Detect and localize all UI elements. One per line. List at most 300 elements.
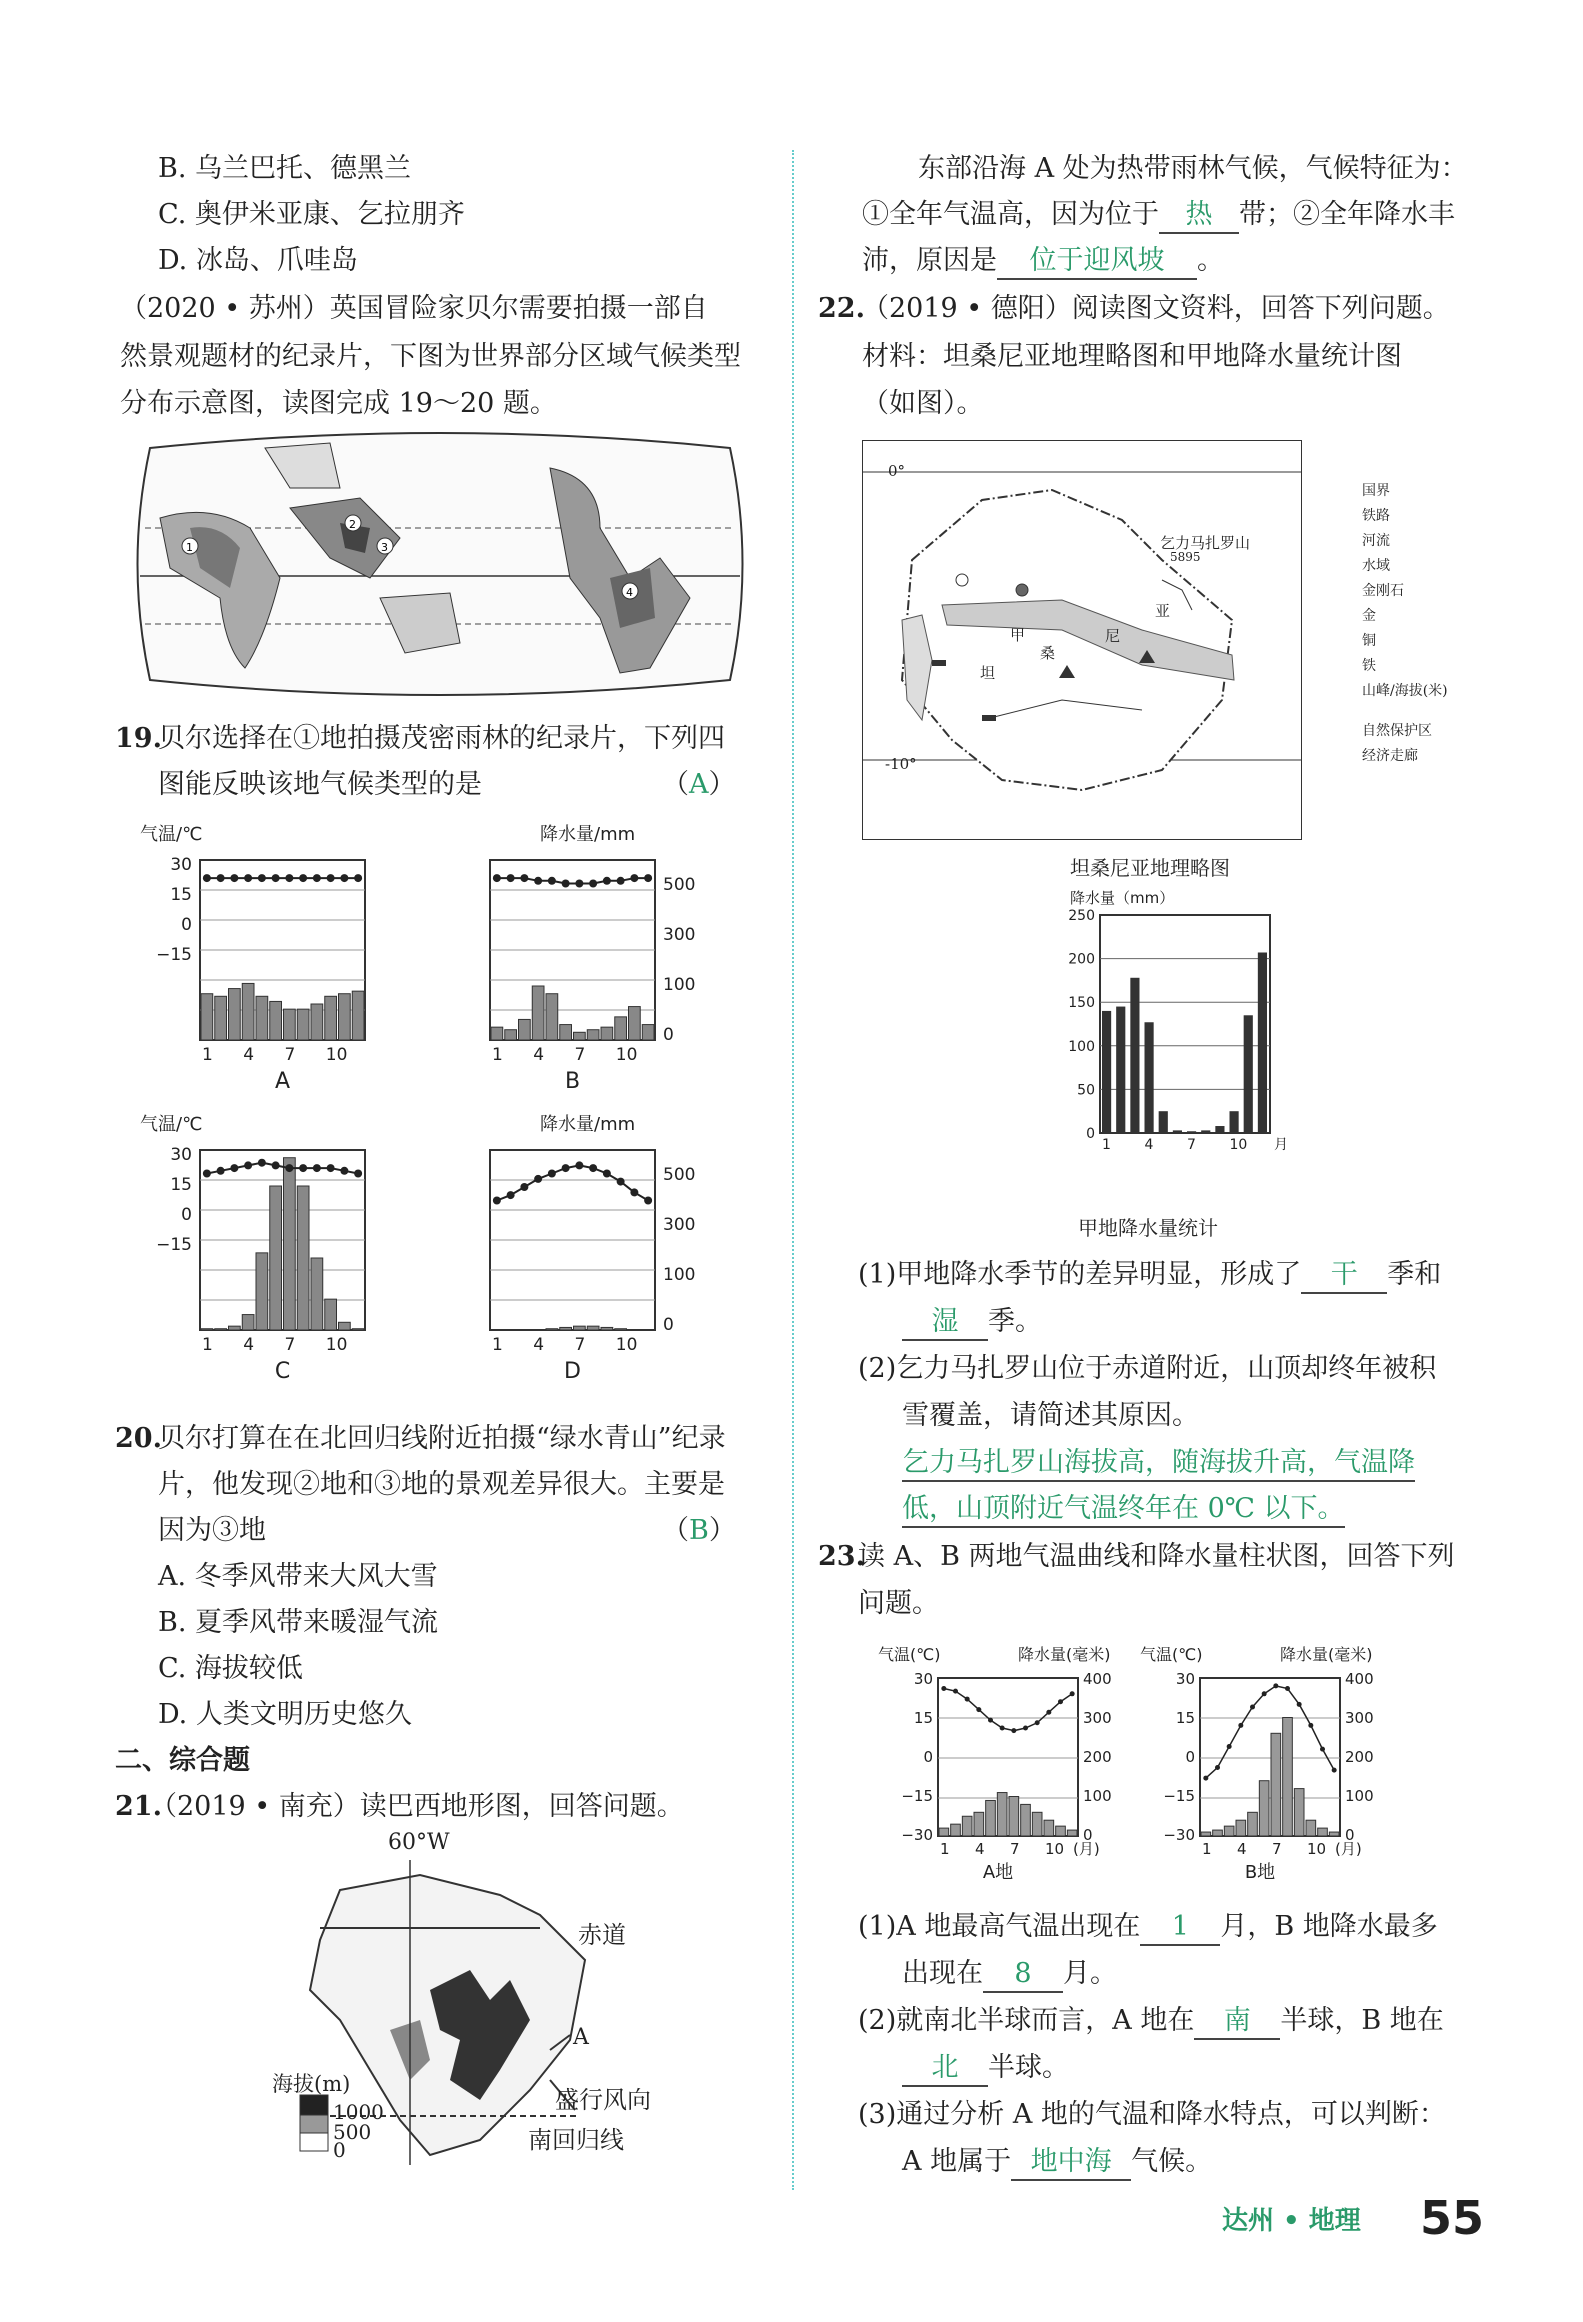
x-axis-unit: (月) (1073, 1840, 1100, 1858)
map-mount-label: 乞力马扎罗山 (1160, 534, 1251, 552)
q21-right-line-3: 沛，原因是 位于迎风坡 。 (862, 244, 1224, 280)
precip-bar (505, 1030, 517, 1040)
climate-chart-A (140, 824, 365, 1094)
x-tick: 4 (533, 1045, 545, 1065)
chart-letter: B (564, 1069, 581, 1094)
tanzania-map (862, 440, 1302, 840)
temp-point (589, 880, 597, 888)
temp-point (630, 874, 638, 882)
temp-point (327, 1164, 335, 1172)
q20-option-d: D. 人类文明历史悠久 (158, 1699, 412, 1730)
y-tick: 250 (1068, 908, 1095, 924)
y-tick: 0 (181, 915, 192, 935)
precip-bar (560, 1025, 572, 1040)
precip-bar (587, 1030, 599, 1040)
map-legend (1312, 480, 1472, 770)
section-2-heading: 二、综合题 (115, 1745, 250, 1776)
temp-axis-label: 气温(℃) (1140, 1645, 1203, 1664)
brazil-60w-label: 60°W (388, 1830, 450, 1855)
y-tick: 0 (1083, 1826, 1093, 1844)
precip-bar (997, 1793, 1007, 1836)
precip-bar (574, 1032, 586, 1040)
q20-number: 20. (115, 1423, 162, 1454)
jia-precip-chart (1040, 885, 1300, 1185)
precip-bar (491, 1027, 503, 1040)
temp-axis-label: 气温(℃) (878, 1645, 941, 1664)
precip-bar (201, 994, 213, 1040)
y-tick: 0 (663, 1315, 674, 1335)
x-tick: 7 (284, 1045, 296, 1065)
temp-point (575, 1161, 583, 1169)
precip-bar (1236, 1820, 1246, 1836)
ab-chart-1 (1140, 1645, 1374, 1883)
x-tick: 4 (975, 1840, 985, 1858)
precip-bar (1187, 1131, 1196, 1133)
q22-1-line-2: 湿 季。 (902, 1305, 1042, 1341)
temp-point (603, 1170, 611, 1178)
temp-point (589, 1164, 597, 1172)
precip-bar (325, 1299, 337, 1330)
temp-point (258, 1159, 266, 1167)
temp-point (1238, 1723, 1243, 1728)
precip-bar (1044, 1820, 1054, 1836)
q23-2-line: (2)就南北半球而言，A 地在 南 半球，B 地在 (858, 2004, 1444, 2040)
precip-axis-label: 降水量/mm (540, 1114, 636, 1135)
temp-point (1000, 1726, 1005, 1731)
precip-axis-label: 降水量/mm (540, 824, 636, 845)
q20-line-2: 片，他发现②地和③地的景观差异很大。主要是 (158, 1469, 725, 1500)
temp-point (603, 877, 611, 885)
x-tick: 4 (1237, 1840, 1247, 1858)
precip-bar (615, 1017, 627, 1040)
q22-material-1: 材料：坦桑尼亚地理略图和甲地降水量统计图 (862, 341, 1402, 372)
brazil-a-label: A (573, 2025, 589, 2050)
precip-axis-label: 降水量(毫米) (1280, 1645, 1373, 1664)
precip-bar (601, 1327, 613, 1330)
temp-point (534, 877, 542, 885)
precip-bar (1009, 1797, 1019, 1837)
map-ya-label: 亚 (1155, 602, 1171, 620)
legend-item: 金 (1362, 608, 1376, 624)
temp-point (988, 1718, 993, 1723)
temp-point (340, 874, 348, 882)
q20-line-3: 因为③地 (158, 1515, 266, 1546)
precip-bar (962, 1816, 972, 1836)
temp-point (354, 874, 362, 882)
precip-bar (1244, 1015, 1253, 1133)
brazil-altitude-label: 海拔(m) (272, 2072, 351, 2096)
temp-point (644, 874, 652, 882)
temp-line (497, 1165, 648, 1200)
legend-item: 铜 (1362, 633, 1376, 649)
temp-point (1320, 1747, 1325, 1752)
brazil-500-label: 500 (333, 2120, 372, 2144)
precip-bar (352, 1329, 364, 1330)
q23-2-line-2: 北 半球。 (902, 2051, 1069, 2087)
precip-bar (1215, 1126, 1224, 1133)
precip-bar (1130, 978, 1139, 1133)
legend-item: 金刚石 (1362, 583, 1404, 599)
precip-bar (270, 1001, 282, 1040)
y-tick: −15 (156, 1235, 192, 1255)
y-tick: 100 (1068, 1038, 1095, 1055)
intro-line-2: 然景观题材的纪录片，下图为世界部分区域气候类型 (120, 341, 741, 372)
q22-number: 22. (818, 293, 865, 324)
precip-bar (284, 1158, 296, 1330)
precip-bar (1173, 1130, 1182, 1133)
temp-point (548, 877, 556, 885)
temp-point (1046, 1710, 1051, 1715)
precip-bar (1032, 1812, 1042, 1836)
q23-line-1: 读 A、B 两地气温曲线和降水量柱状图，回答下列 (858, 1541, 1455, 1572)
temp-point (230, 874, 238, 882)
precip-bar (339, 1322, 351, 1330)
temp-point (285, 1164, 293, 1172)
q23-answer-1: 1 (1140, 1910, 1220, 1946)
map-elev-label: 5895 (1170, 550, 1201, 564)
y-tick: 100 (663, 975, 696, 995)
q18-option-d: D. 冰岛、爪哇岛 (158, 245, 358, 276)
precip-bar (532, 986, 544, 1040)
q18-option-c: C. 奥伊米亚康、乞拉朋齐 (158, 199, 465, 230)
temp-point (217, 874, 225, 882)
q18-option-b: B. 乌兰巴托、德黑兰 (158, 153, 412, 184)
q22-answer-3a: 乞力马扎罗山海拔高，随海拔升高，气温降 (902, 1446, 1415, 1482)
q23-line-2: 问题。 (858, 1588, 939, 1619)
precip-bar (1067, 1830, 1077, 1836)
precip-bar (974, 1812, 984, 1836)
q21-right-line-1: 东部沿海 A 处为热带雨林气候，气候特征为： (918, 153, 1468, 184)
y-tick: 500 (663, 1165, 696, 1185)
precip-bar (1159, 1111, 1168, 1133)
temp-point (534, 1175, 542, 1183)
x-tick: 4 (533, 1335, 545, 1355)
precip-bar (1271, 1733, 1281, 1836)
precip-bar (297, 1009, 309, 1040)
temp-point (1203, 1776, 1208, 1781)
y-tick: 15 (170, 1175, 192, 1195)
precip-bar (256, 1253, 268, 1330)
precip-bar (1329, 1832, 1339, 1836)
precip-bar (1306, 1820, 1316, 1836)
q23-answer-3: 南 (1194, 2004, 1280, 2040)
q22-answer-dry: 干 (1301, 1258, 1387, 1294)
precip-bar (1258, 952, 1267, 1133)
temp-point (1011, 1728, 1016, 1733)
y-tick: 0 (181, 1205, 192, 1225)
temp-point (953, 1689, 958, 1694)
temp-point (1250, 1704, 1255, 1709)
map-caption: 坦桑尼亚地理略图 (1070, 856, 1230, 880)
page-number: 55 (1420, 2191, 1485, 2245)
temp-point (1273, 1683, 1278, 1688)
q19-line-1: 贝尔选择在①地拍摄茂密雨林的纪录片，下列四 (158, 723, 725, 754)
x-axis-unit: 月 (1274, 1137, 1288, 1153)
legend-item: 水域 (1362, 558, 1390, 574)
temp-point (203, 1170, 211, 1178)
x-tick: 1 (492, 1335, 503, 1355)
precip-bar (311, 1258, 323, 1330)
x-tick: 10 (615, 1045, 638, 1065)
q22-1-line: (1)甲地降水季节的差异明显，形成了 干 季和 (858, 1258, 1441, 1294)
temp-point (299, 1164, 307, 1172)
q20-option-b: B. 夏季风带来暖湿气流 (158, 1607, 439, 1638)
legend-item: 河流 (1362, 533, 1390, 549)
precip-bar (201, 1329, 213, 1330)
q23-1-line: (1)A 地最高气温出现在 1 月，B 地降水最多 (858, 1910, 1438, 1946)
svg-text:2: 2 (349, 518, 356, 531)
temp-point (217, 1167, 225, 1175)
temp-point (244, 1161, 252, 1169)
map-lat10: -10° (885, 755, 917, 773)
precip-bar (951, 1824, 961, 1836)
temp-point (507, 874, 515, 882)
precip-bar (1056, 1826, 1066, 1836)
q23-1-line-2: 出现在 8 月。 (902, 1957, 1117, 1993)
q21-answer-2: 位于迎风坡 (997, 244, 1197, 280)
temp-point (1058, 1699, 1063, 1704)
temp-point (520, 874, 528, 882)
temp-point (1332, 1768, 1337, 1773)
footer-label: 达州 • 地理 (1222, 2206, 1361, 2236)
temp-point (313, 1164, 321, 1172)
temp-point (1070, 1691, 1075, 1696)
precip-bar (519, 1019, 531, 1040)
q20-answer-bracket: （B） (662, 1515, 736, 1546)
q20-answer: B (689, 1515, 709, 1546)
y-tick: 300 (663, 1215, 696, 1235)
precip-bar (615, 1329, 627, 1330)
chart-caption: B地 (1244, 1862, 1276, 1883)
y-tick: 400 (1083, 1670, 1112, 1688)
temp-point (562, 880, 570, 888)
climate-chart-D (490, 1114, 695, 1384)
svg-text:3: 3 (381, 541, 388, 554)
q19-answer-bracket: （A） (662, 769, 736, 800)
temp-point (644, 1197, 652, 1205)
x-tick: 1 (492, 1045, 503, 1065)
q23-answer-2: 8 (983, 1957, 1063, 1993)
chart-caption: A地 (982, 1862, 1014, 1883)
y-tick: 150 (1068, 995, 1095, 1012)
y-tick: 0 (923, 1748, 933, 1766)
precip-bar (229, 1326, 241, 1330)
q23-3-line: (3)通过分析 A 地的气温和降水特点，可以判断： (858, 2099, 1446, 2130)
chart-letter: A (274, 1069, 291, 1094)
precip-bar (642, 1025, 654, 1040)
temp-point (258, 874, 266, 882)
x-tick: 7 (1272, 1840, 1282, 1858)
climate-charts-abcd (130, 805, 770, 1415)
precip-bar (256, 996, 268, 1040)
world-climate-map (130, 428, 750, 700)
brazil-tropic-label: 南回归线 (528, 2126, 624, 2154)
y-tick: 15 (170, 885, 192, 905)
temp-point (520, 1183, 528, 1191)
precip-bar (546, 1329, 558, 1330)
x-axis-unit: (月) (1335, 1840, 1362, 1858)
precip-bar (939, 1828, 949, 1836)
precip-bar (339, 994, 351, 1040)
svg-text:4: 4 (626, 586, 633, 599)
precip-bar (546, 994, 558, 1040)
x-tick: 7 (1010, 1840, 1020, 1858)
ab-climate-charts (870, 1630, 1470, 1895)
chart-frame (1200, 1678, 1340, 1836)
y-tick: 200 (1068, 951, 1095, 968)
precip-bar (574, 1326, 586, 1330)
precip-bar (1283, 1718, 1293, 1837)
svg-text:1: 1 (186, 541, 193, 554)
precip-bar (1201, 1130, 1210, 1133)
y-tick: 15 (1175, 1709, 1195, 1727)
y-tick: 30 (170, 855, 192, 875)
y-tick: 100 (1345, 1787, 1374, 1805)
x-tick: 1 (1202, 1840, 1212, 1858)
map-lat0: 0° (888, 462, 906, 480)
temp-point (203, 874, 211, 882)
y-tick: 0 (1185, 1748, 1195, 1766)
legend-item: 国界 (1362, 483, 1390, 499)
map-jia-label: 甲 (1010, 626, 1026, 644)
precip-bar (1224, 1826, 1234, 1836)
y-tick: 0 (1086, 1126, 1095, 1142)
q23-3-line-2: A 地属于 地中海 气候。 (902, 2145, 1212, 2181)
x-tick: 1 (1102, 1137, 1111, 1153)
y-tick: 400 (1345, 1670, 1374, 1688)
precip-bar (1259, 1781, 1269, 1836)
precip-bar (297, 1186, 309, 1330)
temp-point (272, 1161, 280, 1169)
y-tick: 200 (1345, 1748, 1374, 1766)
jia-chart-caption: 甲地降水量统计 (1078, 1216, 1218, 1240)
y-tick: 30 (913, 1670, 933, 1688)
temp-point (1215, 1765, 1220, 1770)
y-tick: 0 (1345, 1826, 1355, 1844)
q19-answer: A (689, 769, 709, 800)
x-tick: 1 (940, 1840, 950, 1858)
brazil-1000-label: 1000 (333, 2100, 384, 2124)
temp-point (562, 1164, 570, 1172)
x-tick: 1 (202, 1335, 213, 1355)
y-tick: 100 (1083, 1787, 1112, 1805)
x-tick: 4 (243, 1335, 255, 1355)
q21-answer-1: 热 (1159, 198, 1239, 234)
intro-line-1: （2020 • 苏州）英国冒险家贝尔需要拍摄一部自 (120, 293, 708, 324)
map-ni-label: 尼 (1105, 627, 1121, 645)
q19-line-2: 图能反映该地气候类型的是 (158, 769, 482, 800)
legend-item: 山峰/海拔(米) (1362, 683, 1448, 699)
chart-frame (938, 1678, 1078, 1836)
q19-number: 19. (115, 723, 162, 754)
temp-point (1023, 1726, 1028, 1731)
temp-point (354, 1170, 362, 1178)
temp-point (230, 1164, 238, 1172)
temp-point (1285, 1686, 1290, 1691)
q20-option-c: C. 海拔较低 (158, 1653, 303, 1684)
temp-point (493, 1197, 501, 1205)
temp-point (1297, 1702, 1302, 1707)
temp-point (1262, 1691, 1267, 1696)
y-tick: 30 (1175, 1670, 1195, 1688)
legend-item: 铁 (1362, 658, 1376, 674)
temp-point (548, 1170, 556, 1178)
y-tick: −15 (156, 945, 192, 965)
temp-point (507, 1191, 515, 1199)
precip-bar (1201, 1832, 1211, 1836)
q20-line-1: 贝尔打算在在北回归线附近拍摄“绿水青山”纪录 (158, 1423, 726, 1454)
climate-chart-B (490, 824, 695, 1094)
precip-bar (601, 1027, 613, 1040)
precip-bar (352, 991, 364, 1040)
precip-bar (629, 1007, 641, 1040)
x-tick: 7 (574, 1335, 586, 1355)
precip-bar (1318, 1828, 1328, 1836)
temp-point (976, 1707, 981, 1712)
map-tan-label: 坦 (980, 664, 996, 682)
temp-point (340, 1167, 348, 1175)
legend-item: 铁路 (1362, 508, 1390, 524)
y-tick: −15 (1163, 1787, 1195, 1805)
y-tick: −30 (1163, 1826, 1195, 1844)
precip-bar (587, 1326, 599, 1330)
temp-point (244, 874, 252, 882)
x-tick: 10 (325, 1335, 348, 1355)
q22-2-line-2: 雪覆盖，请简述其原因。 (902, 1400, 1199, 1431)
q22-2-line-1: (2)乞力马扎罗山位于赤道附近，山顶却终年被积 (858, 1353, 1437, 1384)
legend-item: 自然保护区 (1362, 723, 1432, 739)
y-tick: 500 (663, 875, 696, 895)
intro-line-3: 分布示意图，读图完成 19～20 题。 (120, 388, 557, 419)
temp-point (299, 874, 307, 882)
map-sang-label: 桑 (1040, 644, 1056, 662)
y-tick: 15 (913, 1709, 933, 1727)
temp-line (207, 1163, 358, 1174)
temp-axis-label: 气温/℃ (140, 1114, 203, 1135)
precip-bar (1145, 1022, 1154, 1133)
precip-bar (1230, 1111, 1239, 1133)
y-axis-label: 降水量（mm） (1070, 889, 1175, 907)
brazil-equator-label: 赤道 (578, 1921, 626, 1949)
y-tick: 300 (1083, 1709, 1112, 1727)
precip-bar (986, 1800, 996, 1836)
temp-point (1227, 1744, 1232, 1749)
x-tick: 10 (1307, 1840, 1327, 1858)
y-tick: 300 (663, 925, 696, 945)
temp-point (313, 874, 321, 882)
x-tick: 1 (202, 1045, 213, 1065)
x-tick: 7 (574, 1045, 586, 1065)
precip-bar (242, 983, 254, 1040)
ab-chart-0 (878, 1645, 1112, 1883)
q23-answer-5: 地中海 (1011, 2145, 1131, 2181)
temp-point (617, 877, 625, 885)
q22-answer-wet: 湿 (902, 1305, 988, 1341)
q21-right-line-2: ①全年气温高，因为位于 热 带；②全年降水丰 (862, 198, 1455, 234)
temp-point (1035, 1720, 1040, 1725)
temp-point (327, 874, 335, 882)
temp-point (1308, 1723, 1313, 1728)
x-tick: 10 (325, 1045, 348, 1065)
temp-axis-label: 气温/℃ (140, 824, 203, 845)
q22-material-2: （如图）。 (862, 388, 984, 419)
precip-bar (311, 1004, 323, 1040)
x-tick: 7 (1187, 1137, 1196, 1153)
brazil-0-label: 0 (333, 2138, 346, 2162)
precip-bar (1248, 1812, 1258, 1836)
temp-point (617, 1178, 625, 1186)
chart-letter: D (564, 1359, 581, 1384)
